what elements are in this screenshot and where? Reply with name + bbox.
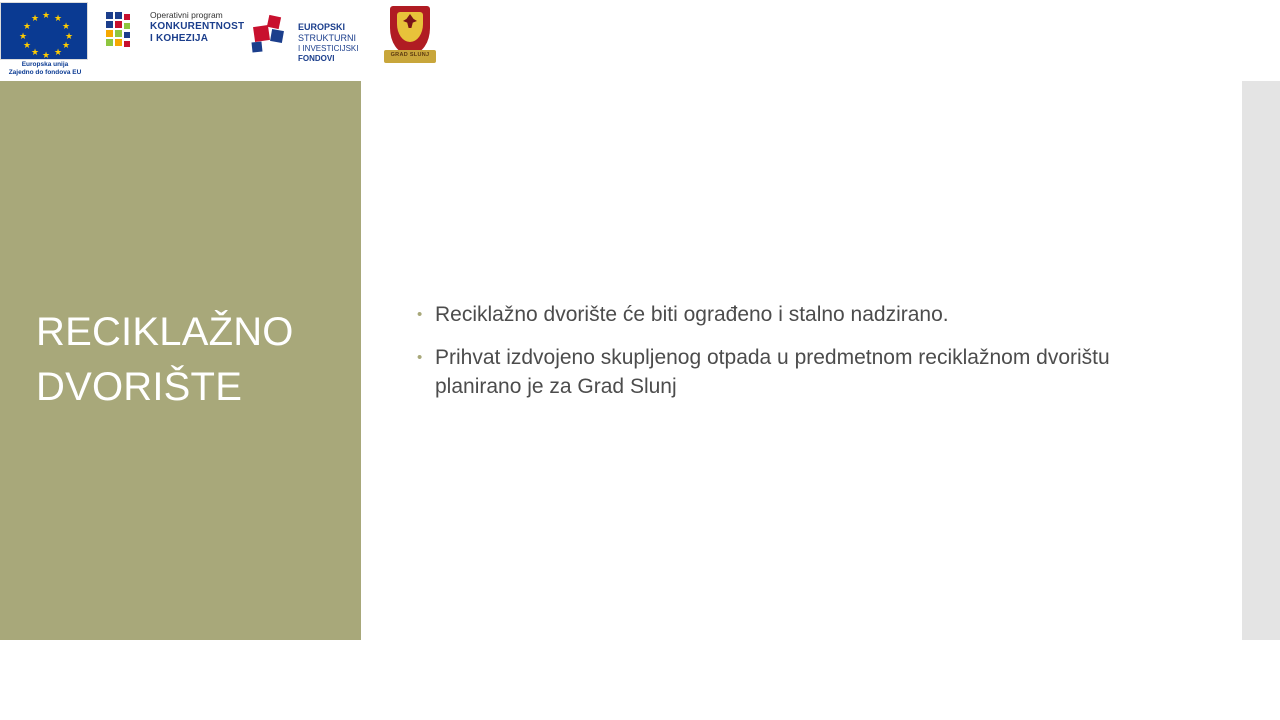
list-item: • Prihvat izdvojeno skupljenog otpada u predmetnom reciklažnom dvorištu planirano je za Grad Slunj	[410, 343, 1170, 401]
logo-bar	[0, 0, 1280, 81]
esi-line2-bold: FONDOVI	[298, 54, 335, 63]
eu-logo-caption	[0, 61, 90, 77]
europski-strukturni-investicijski-fondovi-logo	[252, 14, 392, 63]
page-title: RECIKLAŽNO DVORIŠTE	[36, 310, 294, 409]
eu-flag-logo	[0, 2, 95, 78]
bullet-list	[410, 300, 1170, 415]
op-line1: Operativni program	[150, 10, 223, 20]
op-line3: I KOHEZIJA	[150, 33, 209, 44]
title-panel	[0, 81, 361, 640]
esi-line1	[298, 22, 393, 44]
esi-line1-rest: STRUKTURNI	[298, 33, 356, 43]
esi-line2-rest: I INVESTICIJSKI	[298, 44, 359, 53]
crest-shield-icon	[390, 6, 430, 54]
esi-line2	[298, 44, 393, 64]
grad-slunj-crest	[384, 6, 436, 72]
eu-stars: ★ ★ ★ ★ ★ ★ ★ ★ ★ ★ ★ ★	[19, 10, 74, 60]
operativni-program-logo	[106, 10, 245, 58]
eu-caption-line1: Europska unija	[21, 61, 69, 68]
op-line2: KONKURENTNOST	[150, 21, 245, 32]
crest-band-label: GRAD SLUNJ	[390, 52, 430, 58]
esi-squares-icon	[252, 16, 294, 54]
eu-flag-icon	[0, 2, 88, 60]
op-logo-text	[150, 10, 245, 45]
eu-caption-line2: Zajedno do fondova EU	[8, 69, 82, 76]
op-squares-icon	[106, 12, 144, 52]
right-side-panel	[1242, 81, 1280, 640]
esi-logo-text	[298, 22, 393, 64]
list-item: • Reciklažno dvorište će biti ograđeno i stalno nadzirano.	[410, 300, 1170, 329]
esi-line1-bold: EUROPSKI	[298, 22, 346, 32]
